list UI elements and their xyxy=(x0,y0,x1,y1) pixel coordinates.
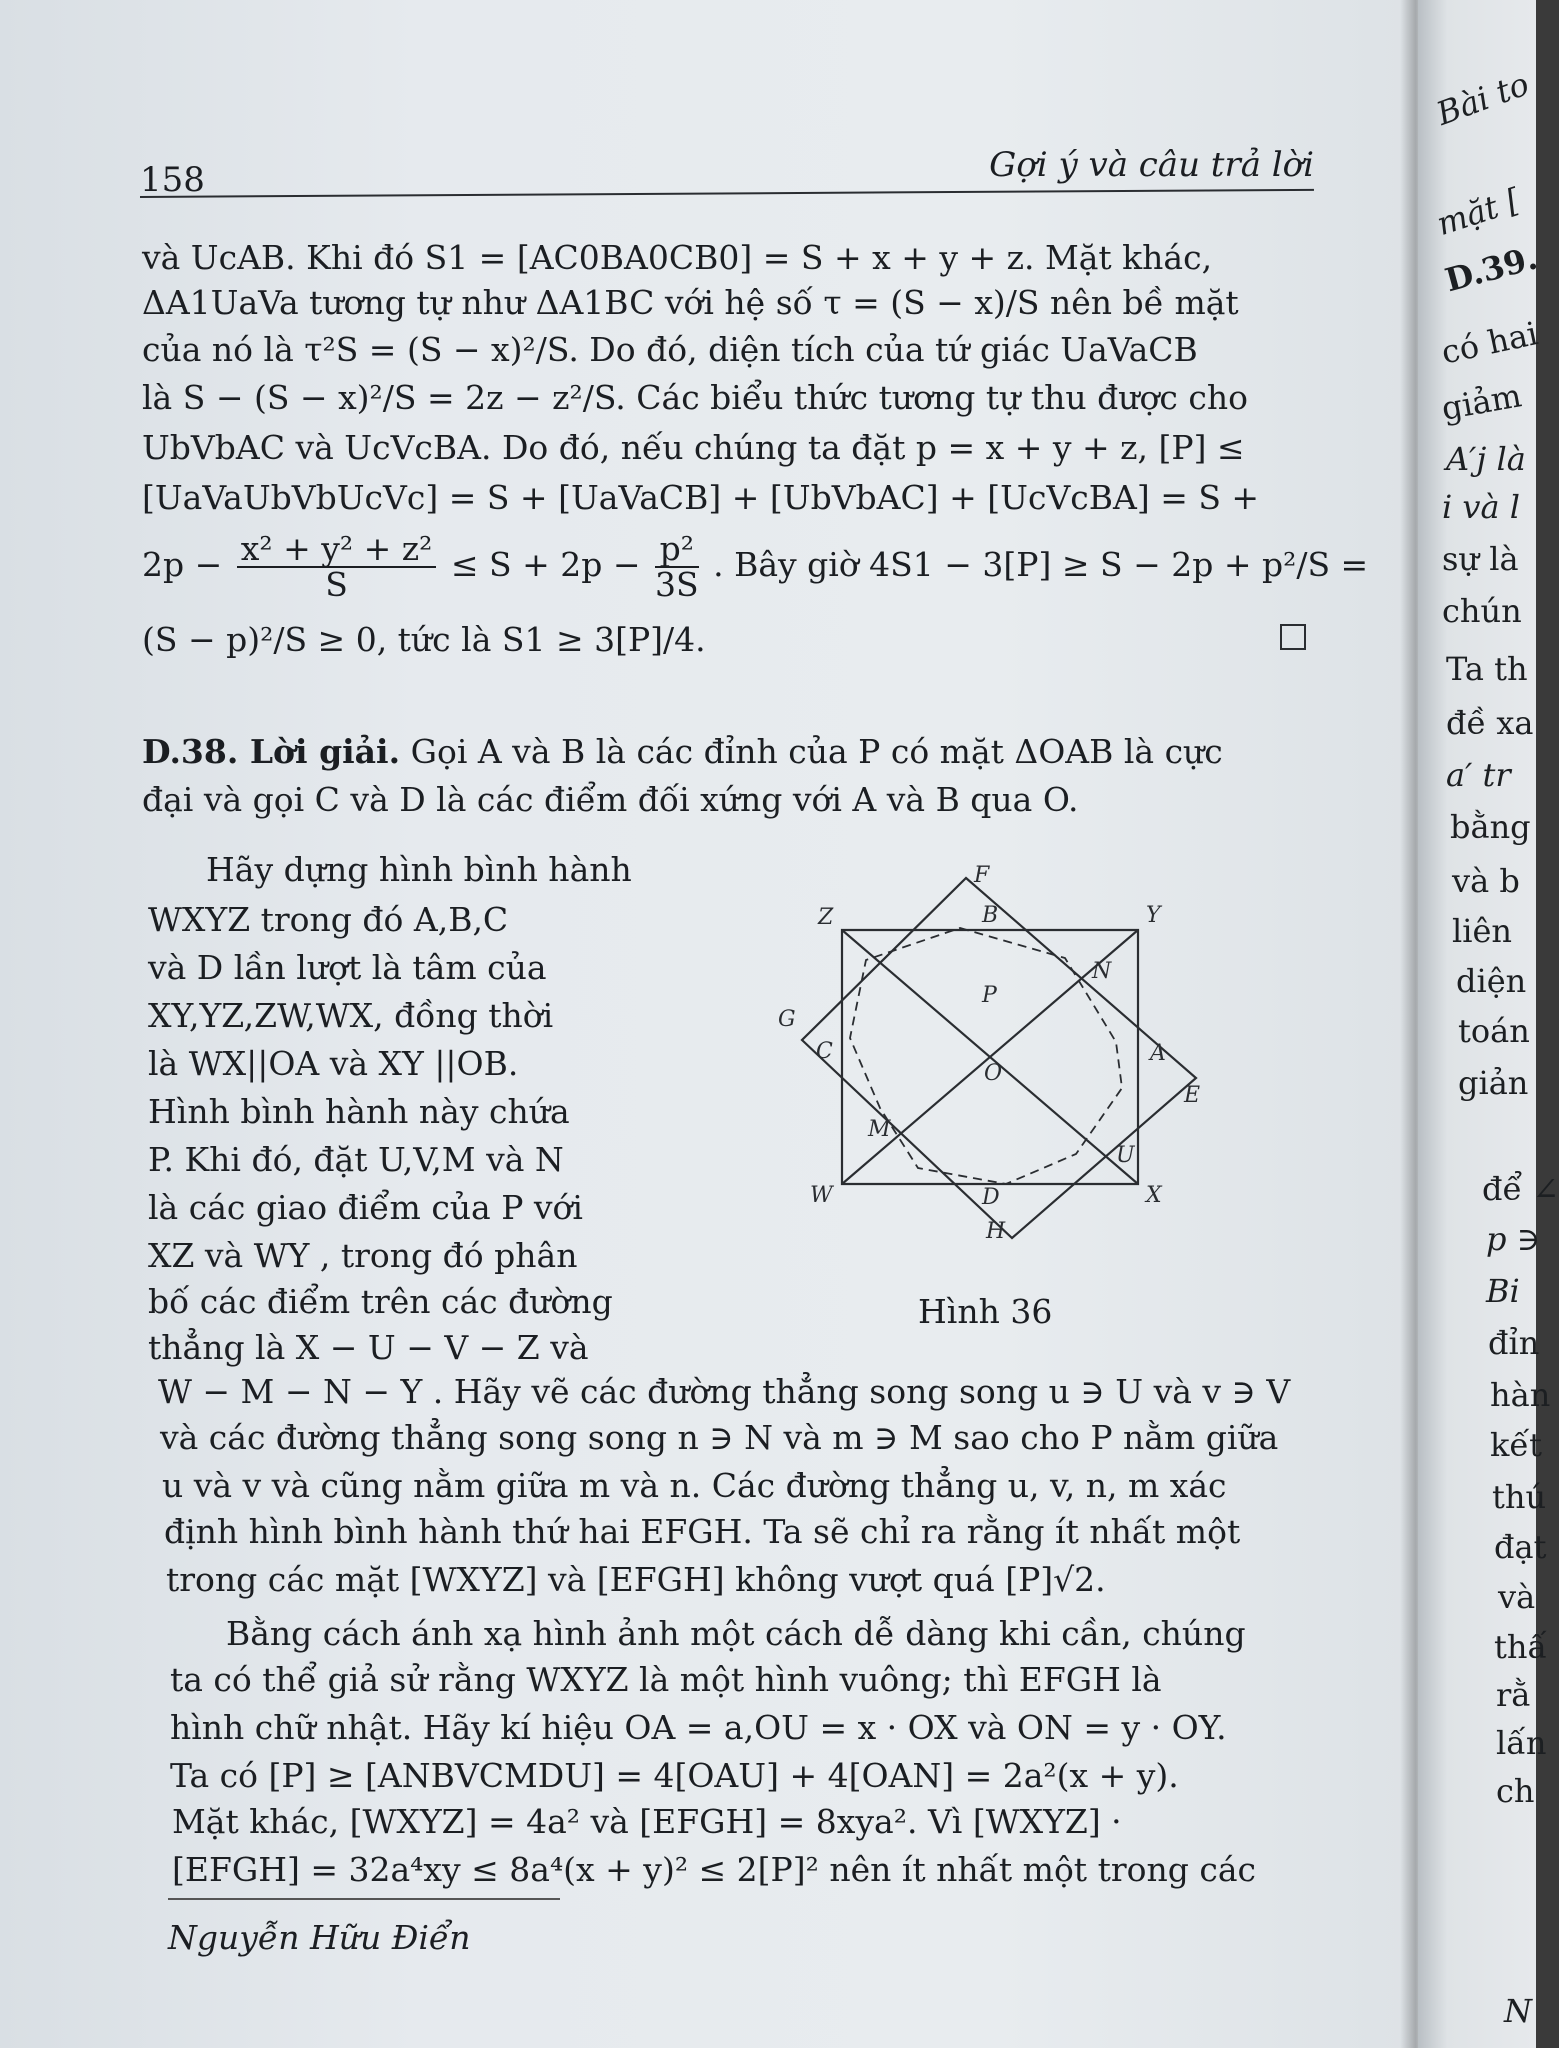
qed-box xyxy=(1280,624,1306,650)
label-w: W xyxy=(810,1183,833,1208)
text-line: và UcAB. Khi đó S1 = [AC0BA0CB0] = S + x + y + z. Mặt khác, xyxy=(142,238,1213,277)
next-page-line: i và l xyxy=(1442,488,1520,526)
next-page-line: thấ xyxy=(1494,1628,1548,1666)
next-page-line: a′ tr xyxy=(1446,756,1511,794)
next-page-line: p ∋ xyxy=(1486,1220,1541,1258)
text-line: UbVbAC và UcVcBA. Do đó, nếu chúng ta đặt p = x + y + z, [P] ≤ xyxy=(142,428,1245,467)
label-y: Y xyxy=(1146,903,1161,928)
next-page-line: đỉn xyxy=(1488,1324,1540,1362)
label-b: B xyxy=(982,903,999,928)
label-h: H xyxy=(986,1219,1006,1244)
text-line: ta có thể giả sử rằng WXYZ là một hình vuông; thì EFGH là xyxy=(170,1660,1162,1699)
next-page-line: Bi xyxy=(1486,1272,1520,1310)
text-line: là S − (S − x)²/S = 2z − z²/S. Các biểu thức tương tự thu được cho xyxy=(142,378,1248,417)
text-line: (S − p)²/S ≥ 0, tức là S1 ≥ 3[P]/4. xyxy=(142,620,706,659)
next-page-line: để ∠ xyxy=(1482,1170,1559,1208)
text-line: của nó là τ²S = (S − x)²/S. Do đó, diện tích của tứ giác UaVaCB xyxy=(142,330,1198,369)
fraction-2 xyxy=(655,529,699,604)
next-page-line: kết xyxy=(1490,1426,1542,1464)
next-page-line: Ta th xyxy=(1446,650,1528,688)
fraction-2-num: p² xyxy=(655,532,699,568)
text-line: u và v và cũng nằm giữa m và n. Các đường thẳng u, v, n, m xác xyxy=(162,1466,1227,1505)
text-line: và các đường thẳng song song n ∋ N và m ∋ M sao cho P nằm giữa xyxy=(160,1418,1279,1457)
text-line: định hình bình hành thứ hai EFGH. Ta sẽ chỉ ra rằng ít nhất một xyxy=(164,1512,1241,1551)
column-line: P. Khi đó, đặt U,V,M và N xyxy=(148,1140,564,1179)
column-line: là WX||OA và XY ||OB. xyxy=(148,1044,519,1083)
label-z: Z xyxy=(818,905,834,930)
fraction-line xyxy=(142,529,1369,604)
next-page-line: diện xyxy=(1456,962,1527,1000)
next-page-line: đề xa xyxy=(1446,704,1534,742)
next-page-line: toán xyxy=(1458,1012,1530,1050)
next-page-line: đạt xyxy=(1494,1528,1547,1566)
column-line: Hình bình hành này chứa xyxy=(148,1092,570,1131)
next-page-line: D.39. xyxy=(1441,238,1542,300)
fraction-lead: 2p − xyxy=(142,545,223,584)
text-line: W − M − N − Y . Hãy vẽ các đường thẳng song song u ∋ U và v ∋ V xyxy=(158,1372,1291,1411)
next-page-line: mặt [ xyxy=(1432,180,1525,244)
next-page-line: lấn xyxy=(1496,1724,1547,1762)
text-line: [EFGH] = 32a⁴xy ≤ 8a⁴(x + y)² ≤ 2[P]² nên ít nhất một trong các xyxy=(172,1850,1256,1889)
next-page-line: giảm xyxy=(1438,376,1525,428)
label-n: N xyxy=(1092,959,1112,984)
d38-text: Gọi A và B là các đỉnh của P có mặt ΔOAB là cực xyxy=(400,732,1223,771)
next-page-line: rằ xyxy=(1496,1676,1531,1714)
label-x: X xyxy=(1146,1183,1162,1208)
column-line: XY,YZ,ZW,WX, đồng thời xyxy=(148,996,554,1035)
fraction-tail: . Bây giờ 4S1 − 3[P] ≥ S − 2p + p²/S = xyxy=(713,545,1369,584)
column-line: bố các điểm trên các đường xyxy=(148,1282,613,1321)
footer-author: Nguyễn Hữu Điển xyxy=(168,1918,471,1957)
text-line: trong các mặt [WXYZ] và [EFGH] không vượt quá [P]√2. xyxy=(166,1560,1106,1599)
text-line: Bằng cách ánh xạ hình ảnh một cách dễ dàng khi cần, chúng xyxy=(226,1614,1246,1653)
label-f: F xyxy=(974,863,990,888)
next-page-line: liên xyxy=(1452,912,1513,950)
label-m: M xyxy=(868,1117,891,1142)
next-page-line: và xyxy=(1498,1578,1536,1616)
next-page-edge xyxy=(1418,0,1559,2048)
label-d: D xyxy=(982,1185,1000,1210)
label-a: A xyxy=(1150,1041,1166,1066)
label-u: U xyxy=(1116,1143,1135,1168)
geometry-figure xyxy=(770,862,1220,1248)
fraction-1-num: x² + y² + z² xyxy=(237,532,437,568)
fraction-2-den: 3S xyxy=(655,565,699,604)
column-line: Hãy dựng hình bình hành xyxy=(206,850,632,889)
footer-rule xyxy=(168,1898,560,1900)
next-page-line: hàn xyxy=(1490,1376,1551,1414)
text-line: hình chữ nhật. Hãy kí hiệu OA = a,OU = x · OX và ON = y · OY. xyxy=(170,1708,1227,1747)
fraction-1-den: S xyxy=(325,565,348,604)
d38-line-1 xyxy=(142,732,1223,772)
label-e: E xyxy=(1184,1083,1201,1108)
page-number: 158 xyxy=(140,160,205,200)
next-page-line: giản xyxy=(1458,1064,1529,1102)
column-line: thẳng là X − U − V − Z và xyxy=(148,1328,589,1367)
fraction-mid: ≤ S + 2p − xyxy=(450,545,641,584)
text-line: [UaVaUbVbUcVc] = S + [UaVaCB] + [UbVbAC] + [UcVcBA] = S + xyxy=(142,478,1260,517)
text-line: Mặt khác, [WXYZ] = 4a² và [EFGH] = 8xya². Vì [WXYZ] · xyxy=(172,1802,1122,1841)
next-page-line: thú xyxy=(1492,1478,1547,1516)
next-page-line: A′j là xyxy=(1446,440,1526,478)
column-line: XZ và WY , trong đó phân xyxy=(148,1236,578,1275)
label-o: O xyxy=(984,1061,1003,1086)
next-page-line: sự là xyxy=(1442,540,1519,578)
next-page-line: chún xyxy=(1442,592,1522,630)
running-title: Gợi ý và câu trả lời xyxy=(989,145,1314,185)
figure-caption: Hình 36 xyxy=(918,1292,1053,1331)
label-c: C xyxy=(816,1039,833,1064)
next-page-line: N xyxy=(1504,1992,1532,2030)
next-page-line: ch xyxy=(1496,1772,1535,1810)
column-line: là các giao điểm của P với xyxy=(148,1188,583,1227)
column-line: và D lần lượt là tâm của xyxy=(148,948,547,987)
polygon-p xyxy=(850,928,1122,1184)
column-line: WXYZ trong đó A,B,C xyxy=(148,900,509,939)
next-page-line: có hai xyxy=(1438,314,1542,372)
text-line: Ta có [P] ≥ [ANBVCMDU] = 4[OAU] + 4[OAN] = 2a²(x + y). xyxy=(170,1756,1179,1795)
label-g: G xyxy=(778,1007,796,1032)
fraction-1 xyxy=(237,529,437,604)
next-page-line: và b xyxy=(1452,862,1520,900)
d38-label: D.38. Lời giải. xyxy=(142,732,401,771)
next-page-line: bằng xyxy=(1450,808,1531,846)
text-line: đại và gọi C và D là các điểm đối xứng với A và B qua O. xyxy=(142,780,1079,819)
text-line: ΔA1UaVa tương tự như ΔA1BC với hệ số τ = (S − x)/S nên bề mặt xyxy=(142,283,1239,322)
header-rule xyxy=(140,189,1314,198)
label-p: P xyxy=(982,983,997,1008)
next-page-line: Bài to xyxy=(1431,64,1534,133)
